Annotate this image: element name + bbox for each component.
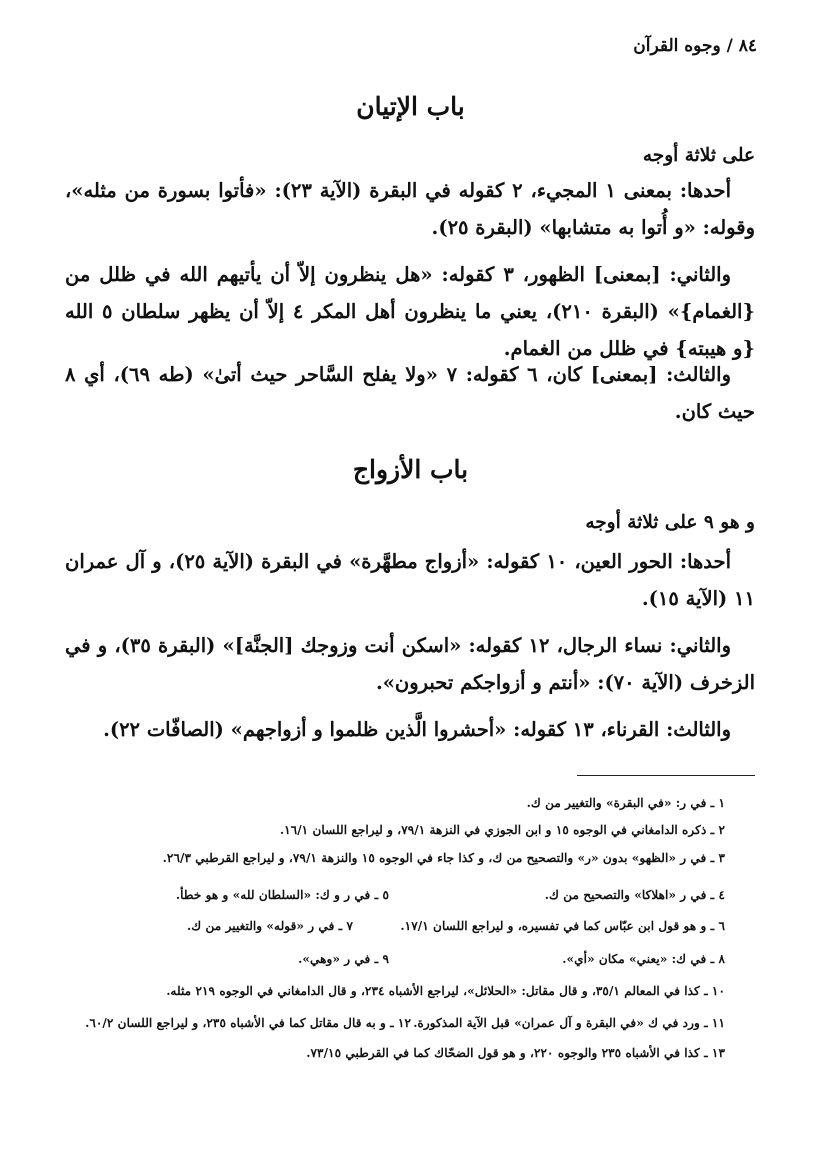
paragraph-text: والثالث: القرناء، ١٣ كقوله: «أحشروا الَّذين ظلموا و أزواجهم» (الصافّات ٢٢). xyxy=(103,718,731,741)
footnote-3: ٣ ـ في ر «الظهو» بدون «ر» والتصحيح من ك، و كذا جاء في الوجوه ١٥ والنزهة ٧٩/١، و ليراجع القرطبي ٢٦/٣. xyxy=(162,851,725,865)
paragraph-azwaj-2 xyxy=(65,627,755,701)
paragraph-text: والثاني: نساء الرجال، ١٢ كقوله: «اسكن أنت وزوجك [الجنَّة]» (البقرة ٣٥)، و في الزخرف (الآية ٧٠): «أنتم و أزواجكم تحبرون». xyxy=(65,634,755,694)
paragraph-ityan-2 xyxy=(65,256,755,367)
subhead-ityan: على ثلاثة أوجه xyxy=(642,145,755,166)
paragraph-text: والثالث: [بمعنى] كان، ٦ كقوله: ٧ «ولا يفلح السَّاحر حيث أتىٰ» (طه ٦٩)، أي ٨ حيث كان. xyxy=(65,363,755,423)
paragraph-azwaj-1 xyxy=(65,543,755,617)
paragraph-text: أحدها: بمعنى ١ المجيء، ٢ كقوله في البقرة (الآية ٢٣): «فأتوا بسورة من مثله»، وقوله: «و أُتوا به متشابها» (البقرة ٢٥). xyxy=(65,179,755,239)
paragraph-azwaj-3 xyxy=(65,711,755,748)
footnote-1: ١ ـ في ر: «في البقرة» والتغيير من ك. xyxy=(526,796,725,810)
footnote-11: ١١ ـ ورد في ك «في البقرة و آل عمران» قبل الآية المذكورة. xyxy=(413,1016,725,1030)
footnote-9: ٩ ـ في ر «وهي». xyxy=(298,952,389,966)
paragraph-text: والثاني: [بمعنى] الظهور، ٣ كقوله: «هل ينظرون إلاّ أن يأتيهم الله في ظلل من {الغمام}» (البقرة ٢١٠)، يعني ما ينظرون أهل المكر ٤ إلاّ أن يظهر سلطان ٥ الله {و هيبته} في ظلل من الغمام. xyxy=(65,263,755,360)
subhead-azwaj: و هو ٩ على ثلاثة أوجه xyxy=(585,512,755,533)
footnote-7: ٧ ـ في ر «قوله» والتغيير من ك. xyxy=(186,919,353,933)
paragraph-ityan-1 xyxy=(65,172,755,246)
section-title-ityan: باب الإتيان xyxy=(356,92,465,121)
footnote-10: ١٠ ـ كذا في المعالم ٣٥/١، و قال مقاتل: «الحلائل»، ليراجع الأشباه ٢٣٤، و قال الدامغاني في الوجوه ٢١٩ مثله. xyxy=(166,984,725,998)
footnote-2: ٢ ـ ذكره الدامغاني في الوجوه ١٥ و ابن الجوزي في النزهة ٧٩/١، و ليراجع اللسان ١٦/١. xyxy=(279,823,725,837)
footnote-8: ٨ ـ في ك: «يعني» مكان «أي». xyxy=(562,952,725,966)
running-head: ٨٤ / وجوه القرآن xyxy=(633,36,757,56)
paragraph-text: أحدها: الحور العين، ١٠ كقوله: «أزواج مطهَّرة» في البقرة (الآية ٢٥)، و آل عمران ١١ (الآية ١٥). xyxy=(65,550,755,610)
footnote-divider xyxy=(577,775,755,776)
footnote-12: ١٢ ـ و به قال مقاتل كما في الأشباه ٢٣٥، و ليراجع اللسان ٦٠/٢. xyxy=(85,1016,411,1030)
paragraph-ityan-3 xyxy=(65,356,755,430)
section-title-azwaj: باب الأزواج xyxy=(352,455,469,484)
footnote-6: ٦ ـ و هو قول ابن عبّاس كما في تفسيره، و ليراجع اللسان ١٧/١. xyxy=(400,919,725,933)
footnote-5: ٥ ـ في ر و ك: «السلطان لله» و هو خطأ. xyxy=(175,888,389,902)
footnote-4: ٤ ـ في ر «اهلاكا» والتصحيح من ك. xyxy=(544,888,725,902)
footnote-13: ١٣ ـ كذا في الأشباه ٢٣٥ والوجوه ٢٢٠، و هو قول الضحّاك كما في القرطبي ٧٣/١٥. xyxy=(306,1046,725,1060)
